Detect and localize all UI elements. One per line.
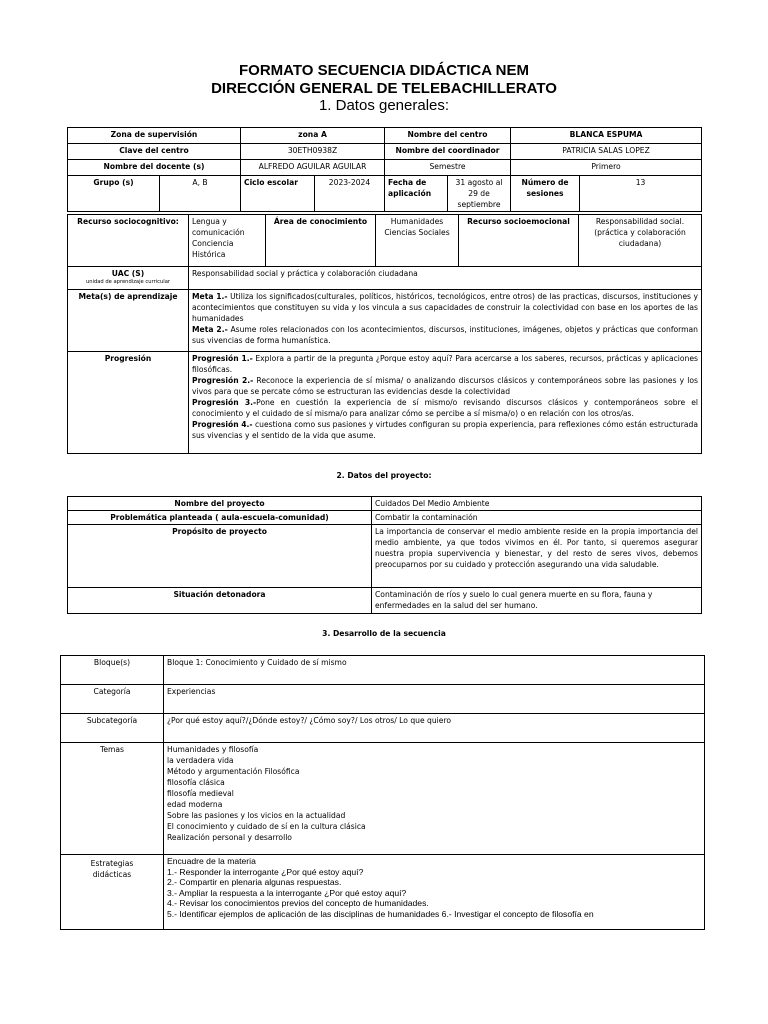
tema-item: El conocimiento y cuidado de sí en la cultura clásica [167, 822, 366, 831]
estrategia-item: 3.- Ampliar la respuesta a la interrogante ¿Por qué estoy aquí? [167, 887, 407, 898]
situacion-label: Situación detonadora [68, 588, 372, 614]
estrategias-list [164, 855, 705, 930]
progresion-2-head: Progresión 2.- [192, 376, 254, 385]
estrategia-item: 1.- Responder la interrogante ¿Por qué estoy aquí? [167, 866, 364, 877]
project-table [67, 496, 702, 614]
progresion-4 [192, 419, 698, 441]
coordinador-value: PATRICIA SALAS LOPEZ [511, 144, 702, 160]
estrategias-label-line1: Estrategias [90, 859, 134, 868]
clave-label: Clave del centro [68, 144, 241, 160]
progresion-1-head: Progresión 1.- [192, 354, 253, 363]
tema-item: filosofía clásica [167, 778, 225, 787]
area-label: Área de conocimiento [266, 215, 376, 267]
situacion-value: Contaminación de ríos y suelo lo cual genera muerte en su flora, fauna y enfermedades en la salud del ser humano. [372, 588, 702, 614]
centro-value: BLANCA ESPUMA [511, 128, 702, 144]
proposito-label: Propósito de proyecto [68, 525, 372, 588]
metas-content [189, 290, 702, 352]
bloque-label: Bloque(s) [61, 656, 164, 685]
sesiones-value: 13 [580, 176, 702, 212]
area-value: Humanidades Ciencias Sociales [376, 215, 459, 267]
progresion-1 [192, 353, 698, 375]
fecha-label: Fecha de aplicación [385, 176, 448, 212]
fecha-value: 31 agosto al 29 de septiembre [448, 176, 511, 212]
progresion-content [189, 352, 702, 454]
estrategia-item: Encuadre de la materia [167, 856, 256, 866]
metas-label: Meta(s) de aprendizaje [68, 290, 189, 352]
tema-item: Humanidades y filosofía [167, 745, 259, 754]
zona-label: Zona de supervisión [68, 128, 241, 144]
recurso-table [67, 214, 702, 267]
uac-label: UAC (S) [111, 269, 145, 278]
subcategoria-value: ¿Por qué estoy aquí?/¿Dónde estoy?/ ¿Cómo soy?/ Los otros/ Lo que quiero [164, 714, 705, 743]
general-data-table [67, 127, 702, 212]
grupo-label: Grupo (s) [68, 176, 160, 212]
problematica-label: Problemática planteada ( aula-escuela-comunidad) [68, 511, 372, 525]
progresion-3 [192, 397, 698, 419]
uac-label-cell [68, 267, 189, 290]
progresion-3-head: Progresión 3.- [192, 398, 257, 407]
estrategia-item: 5.- Identificar ejemplos de aplicación de las disciplinas de humanidades 6.- Investigar el concepto de filosofía en [167, 908, 594, 919]
progresion-4-text: cuestiona como sus pasiones y virtudes configuran su propia experiencia, para reflexiones cómo están estructurada sus vivencias y el sentido de la vida que asume. [192, 420, 698, 440]
recurso-label: Recurso sociocognitivo: [68, 215, 189, 267]
zona-value: zona A [241, 128, 385, 144]
recurso-value: Lengua y comunicación Conciencia Histórica [189, 215, 266, 267]
section-3-heading: 3. Desarrollo de la secuencia [322, 629, 446, 638]
semestre-label: Semestre [385, 160, 511, 176]
estrategia-item: 4.- Revisar los conocimientos previos del concepto de humanidades. [167, 898, 429, 908]
sesiones-label: Número de sesiones [511, 176, 580, 212]
meta-1 [192, 291, 698, 324]
tema-item: Sobre las pasiones y los vicios en la actualidad [167, 811, 346, 820]
progresion-1-text: Explora a partir de la pregunta ¿Porque estoy aquí? Para acercarse a los saberes, recursos, prácticas y aplicaciones filosóficas. [192, 354, 698, 374]
section-1-heading: 1. Datos generales: [318, 97, 450, 114]
tema-item: la verdadera vida [167, 756, 234, 765]
meta-2 [192, 324, 698, 346]
progresion-3-text: Pone en cuestión la experiencia de sí mismo/o revisando discursos clásicos y contemporáneos sobre el conocimiento y el cuidado de sí misma/o para analizar cómo se percibe a sí misma/o) o en relación con los otros/as. [192, 398, 698, 418]
progresion-2-text: Reconoce la experiencia de sí misma/ o analizando discursos clásicos y contemporáneos sobre las pasiones y los vivos para que se percate cómo se estructuran las evidencias desde la colectividad [192, 376, 698, 396]
centro-label: Nombre del centro [385, 128, 511, 144]
estrategias-label-line2: didácticas [92, 870, 132, 879]
uac-value: Responsabilidad social y práctica y colaboración ciudadana [189, 267, 702, 290]
document-title: FORMATO SECUENCIA DIDÁCTICA NEM [239, 62, 529, 79]
temas-list [164, 743, 705, 855]
metas-table [67, 266, 702, 454]
estrategias-label [61, 855, 164, 930]
tema-item: Realización personal y desarrollo [167, 833, 292, 842]
tema-item: Método y argumentación Filosófica [167, 767, 300, 776]
project-name-label: Nombre del proyecto [68, 497, 372, 511]
docente-value: ALFREDO AGUILAR AGUILAR [241, 160, 385, 176]
proposito-value: La importancia de conservar el medio ambiente reside en la propia importancia del medio ambiente, ya que todos vivimos en él. Por tanto, si queremos asegurar nuestra propia supervivencia y bienestar, y del resto de seres vivos, debemos preocuparnos por su cuidado y protección asegurando una vida saludable. [372, 525, 702, 588]
ciclo-label: Ciclo escolar [241, 176, 315, 212]
progresion-4-head: Progresión 4.- [192, 420, 253, 429]
problematica-value: Combatir la contaminación [372, 511, 702, 525]
meta-1-text: Utiliza los significados(culturales, políticos, históricos, tecnológicos, entre otros) de las practicas, discursos, instituciones y acontecimientos que constituyen su vida y los vincula a sus capacidades de construir la colectividad con base en los aportes de las humanidades [192, 292, 698, 323]
socioemocional-label: Recurso socioemocional [459, 215, 579, 267]
section-2-heading: 2. Datos del proyecto: [336, 471, 432, 480]
semestre-value: Primero [511, 160, 702, 176]
uac-sublabel: unidad de aprendizaje curricular [85, 279, 171, 285]
tema-item: edad moderna [167, 800, 223, 809]
docente-label: Nombre del docente (s) [68, 160, 241, 176]
estrategia-item: 2.- Compartir en plenaria algunas respuestas. [167, 877, 342, 887]
document-subtitle-institution: DIRECCIÓN GENERAL DE TELEBACHILLERATO [211, 80, 557, 97]
sequence-table [60, 655, 705, 930]
ciclo-value: 2023-2024 [315, 176, 385, 212]
bloque-value: Bloque 1: Conocimiento y Cuidado de sí mismo [164, 656, 705, 685]
meta-2-text: Asume roles relacionados con los acontecimientos, discursos, instituciones, imágenes, objetos y prácticas que conforman sus vivencias de forma humanística. [192, 325, 698, 345]
socioemocional-value: Responsabilidad social. (práctica y colaboración ciudadana) [579, 215, 702, 267]
subcategoria-label: Subcategoría [61, 714, 164, 743]
categoria-value: Experiencias [164, 685, 705, 714]
tema-item: filosofía medieval [167, 789, 234, 798]
clave-value: 30ETH0938Z [241, 144, 385, 160]
grupo-value: A, B [160, 176, 241, 212]
progresion-2 [192, 375, 698, 397]
progresion-label: Progresión [68, 352, 189, 454]
project-name-value: Cuidados Del Medio Ambiente [372, 497, 702, 511]
temas-label: Temas [61, 743, 164, 855]
categoria-label: Categoría [61, 685, 164, 714]
meta-2-head: Meta 2.- [192, 325, 228, 334]
coordinador-label: Nombre del coordinador [385, 144, 511, 160]
meta-1-head: Meta 1.- [192, 292, 228, 301]
